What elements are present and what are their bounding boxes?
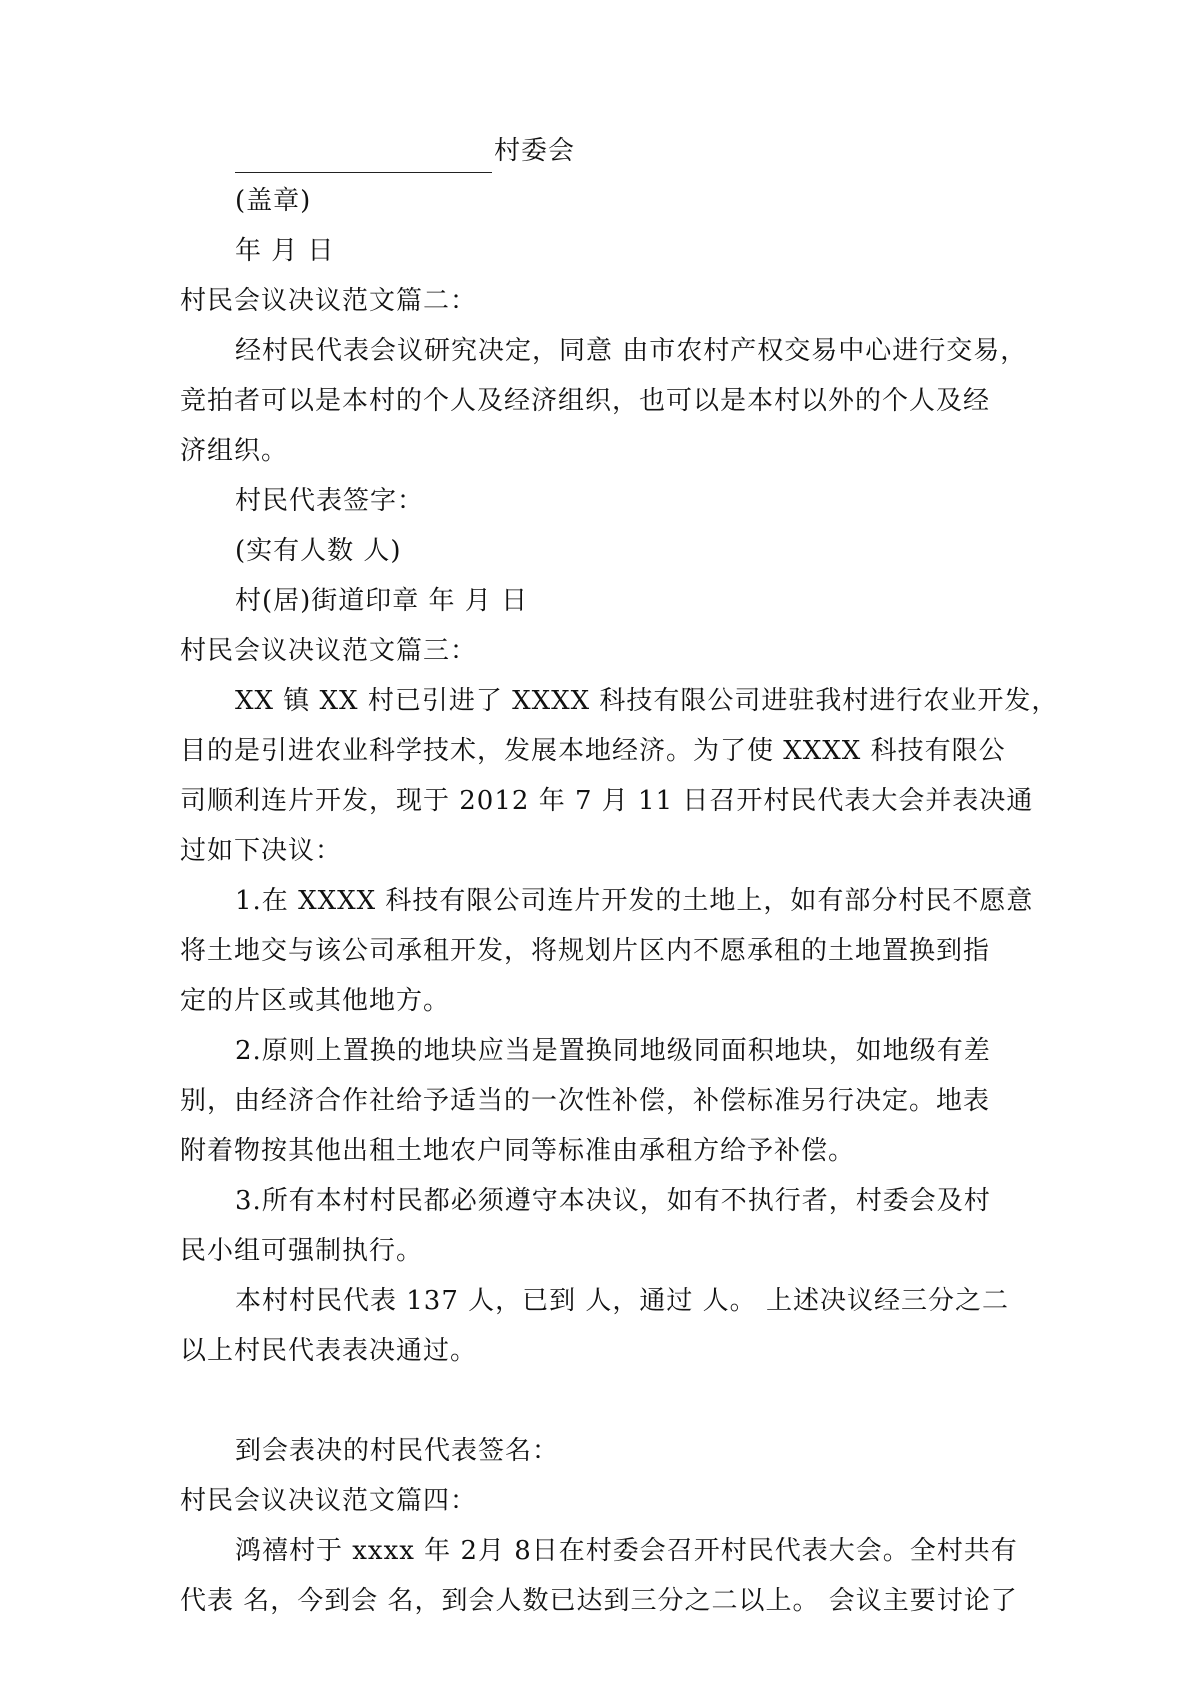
section2-paragraph-line: 经村民代表会议研究决定，同意 由市农村产权交易中心进行交易， [235,336,1028,366]
resolution-item-1-line: 将土地交与该公司承租开发，将规划片区内不愿承租的土地置换到指 [180,936,991,966]
resolution-item-2-line: 附着物按其他出租土地农户同等标准由承租方给予补偿。 [180,1136,856,1166]
section4-paragraph-line: 鸿禧村于 xxxx 年 2月 8日在村委会召开村民代表大会。全村共有 [235,1536,1018,1566]
section3-intro-line: XX 镇 XX 村已引进了 XXXX 科技有限公司进驻我村进行农业开发， [235,686,1059,716]
vote-result-line: 以上村民代表表决通过。 [180,1336,478,1366]
representative-signature-label: 村民代表签字： [235,486,425,516]
seal-label: (盖章) [235,186,312,216]
section2-paragraph-line: 济组织。 [180,436,289,466]
section3-intro-line: 过如下决议： [180,836,343,866]
section-title-4: 村民会议决议范文篇四： [180,1486,478,1516]
section3-intro-line: 目的是引进农业科学技术，发展本地经济。为了使 XXXX 科技有限公 [180,736,1006,766]
signature-blank-line [235,172,492,173]
resolution-item-3-line: 3.所有本村村民都必须遵守本决议，如有不执行者，村委会及村 [235,1186,991,1216]
attendee-signature-label: 到会表决的村民代表签名： [235,1436,560,1466]
resolution-item-3-line: 民小组可强制执行。 [180,1236,424,1266]
date-label: 年 月 日 [235,236,335,266]
resolution-item-1-line: 1.在 XXXX 科技有限公司连片开发的土地上，如有部分村民不愿意 [235,886,1034,916]
headcount-label: (实有人数 人) [235,536,402,566]
section-title-2: 村民会议决议范文篇二： [180,286,478,316]
vote-result-line: 本村村民代表 137 人，已到 人，通过 人。 上述决议经三分之二 [235,1286,1009,1316]
committee-label: 村委会 [494,136,576,166]
section2-paragraph-line: 竞拍者可以是本村的个人及经济组织，也可以是本村以外的个人及经 [180,386,991,416]
section4-paragraph-line: 代表 名，今到会 名，到会人数已达到三分之二以上。 会议主要讨论了 [180,1586,1018,1616]
resolution-item-2-line: 2.原则上置换的地块应当是置换同地级同面积地块，如地级有差 [235,1036,991,1066]
resolution-item-2-line: 别，由经济合作社给予适当的一次性补偿，补偿标准另行决定。地表 [180,1086,991,1116]
section-title-3: 村民会议决议范文篇三： [180,636,478,666]
section3-intro-line: 司顺利连片开发，现于 2012 年 7 月 11 日召开村民代表大会并表决通 [180,786,1034,816]
stamp-date-label: 村(居)街道印章 年 月 日 [235,586,529,616]
resolution-item-1-line: 定的片区或其他地方。 [180,986,451,1016]
